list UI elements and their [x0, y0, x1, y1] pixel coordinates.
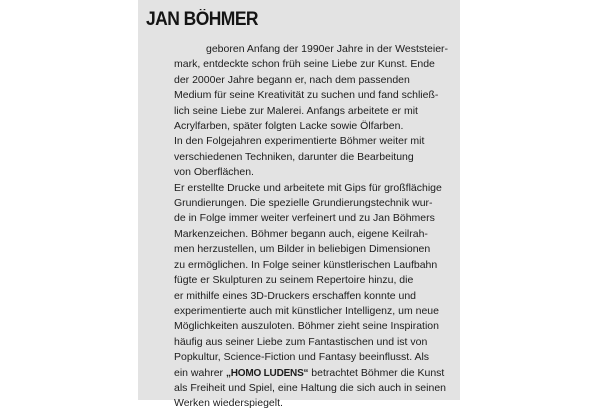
article-page — [138, 0, 460, 410]
text-line: fügte er Skulpturen zu seinem Repertoire hinzu, die — [174, 274, 414, 287]
text-line: mark, entdeckte schon früh seine Liebe zur Kunst. Ende — [174, 58, 435, 71]
text-line: Er erstellte Drucke und arbeitete mit Gips für großflächige — [174, 181, 442, 194]
text-line: er mithilfe eines 3D-Druckers erschaffen konnte und — [174, 289, 417, 302]
text-line: men herzustellen, um Bilder in beliebigen Dimensionen — [174, 243, 431, 256]
text-line: geboren Anfang der 1990er Jahre in der Weststeier- — [206, 43, 449, 55]
text-line: experimentierte auch mit künstlicher Intelligenz, um neue — [174, 304, 439, 317]
text-segment: ein wahrer — [174, 366, 226, 379]
text-line: Popkultur, Science-Fiction und Fantasy beeinflusst. Als — [174, 351, 430, 364]
text-line: lich seine Liebe zur Malerei. Anfangs arbeitete er mit — [174, 104, 418, 117]
text-line: Acrylfarben, später folgten Lacke sowie Ölfarben. — [174, 120, 404, 133]
biography-text — [174, 42, 458, 412]
page-title: JAN BÖHMER — [146, 9, 258, 30]
text-line: Werken wiederspiegelt. — [174, 397, 283, 410]
text-line: von Oberflächen. — [174, 166, 254, 179]
text-line — [174, 366, 458, 381]
text-line: Möglichkeiten auszuloten. Böhmer zieht seine Inspiration — [174, 320, 439, 333]
text-line: Markenzeichen. Böhmer begann auch, eigene Keilrah- — [174, 227, 428, 240]
text-line: Medium für seine Kreativität zu suchen und fand schließ- — [174, 89, 439, 102]
text-line: verschiedenen Techniken, darunter die Bearbeitung — [174, 150, 414, 163]
text-line: In den Folgejahren experimentierte Böhmer weiter mit — [174, 135, 425, 148]
text-line: zu ermöglichen. In Folge seiner künstlerischen Laufbahn — [174, 258, 438, 271]
text-line: der 2000er Jahre begann er, nach dem passenden — [174, 73, 410, 86]
homo-ludens-emphasis: „HOMO LUDENS“ — [225, 367, 309, 379]
text-line: de in Folge immer weiter verfeinert und zu Jan Böhmers — [174, 212, 435, 225]
text-line: Grundierungen. Die spezielle Grundierungstechnik wur- — [174, 197, 433, 210]
text-segment: betrachtet Böhmer die Kunst — [308, 366, 445, 379]
text-line: häufig aus seiner Liebe zum Fantastischen und ist von — [174, 335, 428, 348]
text-line: als Freiheit und Spiel, eine Haltung die sich auch in seinen — [174, 381, 447, 394]
